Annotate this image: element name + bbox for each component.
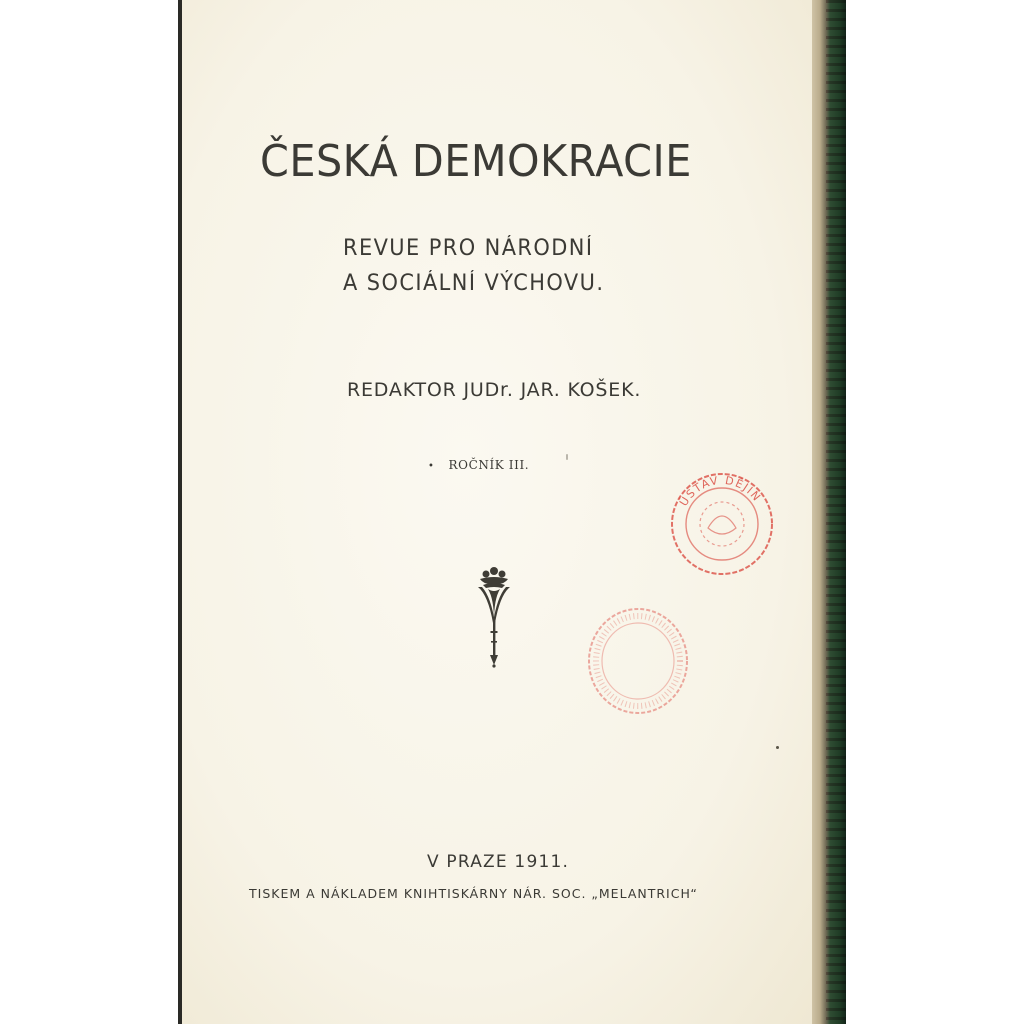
page-title: ČESKÁ DEMOKRACIE [260, 136, 692, 187]
subtitle-line-1: REVUE PRO NÁRODNÍ [343, 236, 594, 261]
library-stamp-upper [668, 470, 776, 578]
paper-speck [776, 746, 779, 749]
subtitle-line-2: A SOCIÁLNÍ VÝCHOVU. [343, 271, 605, 296]
volume-line [428, 458, 529, 472]
printer-line: TISKEM A NÁKLADEM KNIHTISKÁRNY NÁR. SOC. „MELANTRICH“ [249, 886, 698, 901]
lily-ornament-icon [474, 565, 514, 669]
stamp-upper-text: ÚSTAV DĚJIN [677, 473, 764, 509]
editor-line: REDAKTOR JUDr. JAR. KOŠEK. [347, 379, 642, 401]
place-year: V PRAZE 1911. [427, 852, 570, 872]
volume-label: ROČNÍK III. [448, 458, 530, 472]
cover-right-edge [812, 0, 846, 1024]
paper-speck [566, 454, 568, 460]
bullet-mark: • [428, 461, 435, 472]
library-stamp-lower [586, 606, 690, 716]
